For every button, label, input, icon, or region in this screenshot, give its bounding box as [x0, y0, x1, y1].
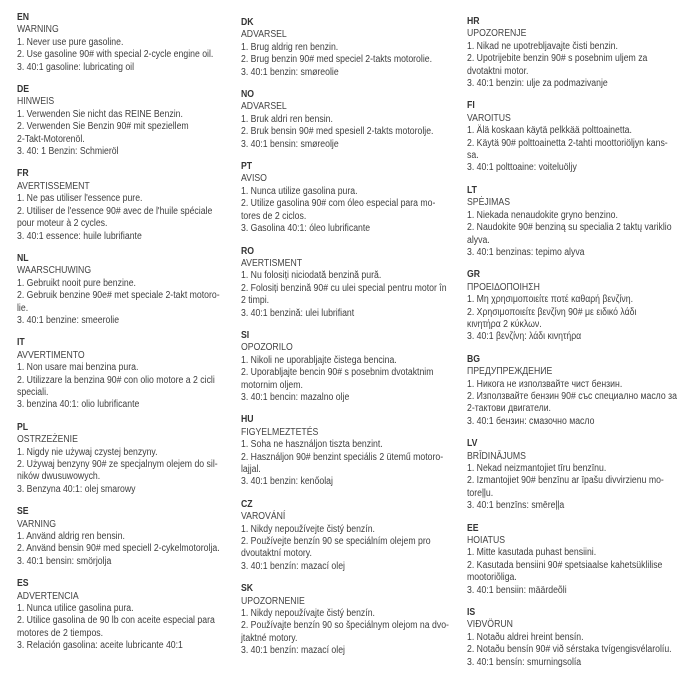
instruction-line: dvoutaktní motory.	[241, 548, 312, 560]
instruction-line: 2. Използвайте бензин 90# със специално масло за	[467, 390, 677, 402]
instruction-line: 3. Gasolina 40:1: óleo lubrificante	[241, 223, 371, 235]
language-block-ro	[241, 246, 467, 320]
instruction-line: 2. Använd bensin 90# med speciell 2-cykelmotorolja.	[17, 543, 220, 555]
instruction-line: lie.	[17, 302, 29, 314]
instruction-line: 3. 40:1 benzin: smøreolie	[241, 66, 339, 78]
language-block-pt	[241, 161, 467, 235]
language-block-de	[17, 84, 241, 158]
language-block-fi	[467, 100, 700, 174]
instruction-line: 3. 40: 1 Benzin: Schmieröl	[17, 146, 119, 158]
instruction-line: 2. Kasutada bensiini 90# spetsiaalse kahetsüklilise	[467, 559, 663, 571]
language-code: ES	[17, 578, 29, 590]
instruction-line: 2. Naudokite 90# benziną su specialia 2 taktų variklio	[467, 222, 672, 234]
instruction-line: 3. 40:1 bensín: smurningsolía	[467, 656, 582, 668]
language-block-nl	[17, 253, 241, 327]
language-code: HR	[467, 16, 480, 27]
warning-title: VIÐVÖRUN	[467, 619, 513, 631]
warning-title: OSTRZEŻENIE	[17, 434, 78, 446]
column-1	[17, 0, 241, 700]
instruction-line: 2. Használjon 90# benzint speciális 2 ütemű motoro-	[241, 451, 444, 463]
language-code: FI	[467, 100, 475, 112]
warning-title: BRĪDINĀJUMS	[467, 450, 526, 462]
warning-title: VARNING	[17, 518, 57, 530]
instruction-line: 1. Nikoli ne uporabljajte čistega bencina.	[241, 354, 397, 366]
instruction-line: 1. Nikad ne upotrebljavajte čisti benzin.	[467, 40, 618, 52]
instruction-line: 2. Používejte benzín 90 se speciálním olejem pro	[241, 536, 431, 548]
instruction-line: 2-Takt-Motorenöl.	[17, 133, 85, 145]
instruction-line: 1. Nu folosiți niciodată benzină pură.	[241, 270, 382, 282]
instruction-line: 2. Používajte benzín 90 so špeciálnym olejom na dvo-	[241, 620, 449, 632]
instruction-line: 1. Niekada nenaudokite gryno benzino.	[467, 209, 618, 221]
instruction-line: 3. Relación gasolina: aceite lubricante 40:1	[17, 640, 183, 652]
language-block-gr	[467, 269, 700, 343]
instruction-line: 2. Notaðu bensín 90# við sérstaka tvígengisvélarolíu.	[467, 644, 672, 656]
instruction-line: jtaktné motory.	[241, 632, 298, 644]
instruction-line: 3. 40:1 bencin: mazalno olje	[241, 391, 350, 403]
language-block-no	[241, 89, 467, 151]
instruction-line: 2. Uporabljajte bencin 90# s posebnim dvotaktnim	[241, 367, 434, 379]
instruction-line: 2. Verwenden Sie Benzin 90# mit speziellem	[17, 121, 189, 133]
instruction-line: motornim oljem.	[241, 379, 303, 391]
instruction-line: lajjal.	[241, 464, 261, 475]
instruction-line: ników dwusuwowych.	[17, 471, 101, 483]
warning-title: UPOZORNENIE	[241, 595, 305, 607]
instruction-line: 2. Utilizzare la benzina 90# con olio motore a 2 cicli	[17, 374, 215, 386]
language-code: EE	[467, 522, 479, 534]
language-block-is	[467, 607, 700, 669]
warning-title: OPOZORILO	[241, 342, 293, 354]
warning-title: WARNING	[17, 24, 59, 36]
instruction-line: 1. Notaðu aldrei hreint bensín.	[467, 631, 584, 643]
language-code: LV	[467, 438, 478, 450]
instruction-line: speciali.	[17, 386, 49, 398]
instruction-line: 1. Nikdy nepoužívejte čistý benzín.	[241, 523, 375, 535]
instruction-line: 2 timpi.	[241, 295, 270, 307]
instruction-line: 1. Brug aldrig ren benzin.	[241, 41, 339, 53]
warning-title: ADVARSEL	[241, 29, 287, 41]
instruction-line: 3. 40:1 bensin: smörjolja	[17, 555, 112, 567]
warning-title: UPOZORENJE	[467, 28, 527, 40]
warning-title: AVISO	[241, 173, 267, 185]
instruction-line: 3. 40:1 gasoline: lubricating oil	[17, 61, 135, 73]
instruction-line: 2. Bruk bensin 90# med spesiell 2-takts motorolje.	[241, 126, 434, 138]
warning-title: AVERTISSEMENT	[17, 180, 90, 192]
language-code: SI	[241, 329, 250, 341]
instruction-line: pour moteur à 2 cycles.	[17, 218, 108, 230]
instruction-line: 1. Nunca utilize gasolina pura.	[241, 185, 358, 197]
instruction-line: 3. benzina 40:1: olio lubrificante	[17, 399, 140, 411]
instruction-line: 3. 40:1 polttoaine: voiteluöljy	[467, 162, 577, 174]
instruction-line: 1. Non usare mai benzina pura.	[17, 362, 139, 374]
instruction-line: 2. Utiliser de l'essence 90# avec de l'huile spéciale	[17, 205, 213, 217]
language-code: NL	[17, 252, 29, 264]
instruction-line: 2. Izmantojiet 90# benzīnu ar īpašu divvirzienu mo-	[467, 475, 664, 487]
instruction-line: 2. Używaj benzyny 90# ze specjalnym olejem do sil-	[17, 459, 218, 470]
instruction-line: 3. 40:1 бензин: смазочно масло	[467, 415, 595, 427]
language-code: FR	[17, 168, 29, 180]
warning-title: VAROITUS	[467, 112, 511, 124]
instruction-line: 3. 40:1 benzin: ulje za podmazivanje	[467, 78, 608, 90]
instruction-line: 2. Utilize gasolina 90# com óleo especial para mo-	[241, 198, 436, 210]
instruction-line: 1. Verwenden Sie nicht das REINE Benzin.	[17, 108, 183, 120]
instruction-line: toreļļu.	[467, 487, 494, 499]
warning-title: AVERTISMENT	[241, 257, 303, 269]
language-code: HU	[241, 414, 254, 426]
instruction-line: 1. Använd aldrig ren bensin.	[17, 531, 125, 543]
instruction-line: 2. Folosiți benzină 90# cu ulei special pentru motor în	[241, 282, 447, 294]
instruction-line: 2. Use gasoline 90# with special 2-cycle engine oil.	[17, 49, 214, 61]
instruction-line: 1. Nigdy nie używaj czystej benzyny.	[17, 446, 158, 458]
warning-title: HOIATUS	[467, 535, 506, 547]
warning-title: SPĖJIMAS	[467, 197, 511, 209]
warning-title: ADVERTENCIA	[17, 590, 79, 602]
instruction-line: 3. 40:1 βενζίνη: λάδι κινητήρα	[467, 331, 582, 343]
instruction-line: 1. Never use pure gasoline.	[17, 36, 124, 48]
language-block-es	[17, 578, 241, 652]
language-block-si	[241, 330, 467, 404]
instruction-line: 3. 40:1 essence: huile lubrifiante	[17, 230, 142, 242]
warning-title: HINWEIS	[17, 96, 55, 108]
instruction-line: dvotaktni motor.	[467, 65, 529, 77]
instruction-line: 1. Nekad neizmantojiet tīru benzīnu.	[467, 463, 607, 474]
instruction-line: 3. 40:1 benzine: smeerolie	[17, 314, 120, 326]
language-code: EN	[17, 12, 30, 23]
instruction-line: 3. 40:1 benzină: ulei lubrifiant	[241, 307, 355, 319]
language-code: CZ	[241, 498, 253, 510]
language-code: GR	[467, 269, 481, 281]
instruction-line: 1. Nikdy nepoužívajte čistý benzín.	[241, 608, 375, 620]
language-code: BG	[467, 353, 481, 365]
instruction-line: 2. Gebruik benzine 90e# met speciale 2-takt motoro-	[17, 290, 220, 302]
warning-title: ПРЕДУПРЕЖДЕНИЕ	[467, 366, 553, 378]
warning-title: ΠΡΟΕΙΔΟΠΟΙΗΣΗ	[467, 281, 540, 293]
instruction-line: 2. Käytä 90# polttoainetta 2-tahti moottoriöljyn kans-	[467, 137, 668, 149]
instruction-line: 3. 40:1 bensiin: määrdeõli	[467, 584, 567, 596]
instruction-line: 2. Brug benzin 90# med speciel 2-takts motorolie.	[241, 54, 433, 66]
instruction-line: 1. Ne pas utiliser l'essence pure.	[17, 193, 143, 205]
instruction-line: 3. Benzyna 40:1: olej smarowy	[17, 483, 136, 495]
instruction-line: 1. Nunca utilice gasolina pura.	[17, 603, 134, 615]
instruction-line: 1. Bruk aldri ren bensin.	[241, 113, 333, 125]
language-code: LT	[467, 184, 477, 196]
instruction-line: 1. Μη χρησιμοποιείτε ποτέ καθαρή βενζίνη.	[467, 294, 634, 306]
instruction-line: 3. 40:1 benzín: mazací olej	[241, 560, 345, 572]
instruction-line: 1. Mitte kasutada puhast bensiini.	[467, 547, 597, 559]
language-code: SE	[17, 506, 29, 518]
language-code: PT	[241, 161, 253, 173]
language-code: NO	[241, 89, 255, 101]
language-block-fr	[17, 168, 241, 242]
instruction-line: 3. 40:1 bensin: smøreolje	[241, 138, 339, 150]
instruction-line: 2. Utilice gasolina de 90 lb con aceite especial para	[17, 615, 215, 627]
instruction-line: tores de 2 ciclos.	[241, 210, 307, 222]
language-block-hu	[241, 414, 467, 488]
language-block-lt	[467, 185, 700, 259]
warning-title: FIGYELMEZTETÉS	[241, 426, 319, 438]
language-code: DE	[17, 84, 30, 96]
warning-title: ADVARSEL	[241, 101, 287, 113]
instruction-line: 3. 40:1 benzín: mazací olej	[241, 645, 345, 657]
language-block-en	[17, 12, 241, 74]
warning-title: AVVERTIMENTO	[17, 349, 85, 361]
language-block-ee	[467, 523, 700, 597]
warning-title: WAARSCHUWING	[17, 265, 92, 277]
instruction-line: 3. 40:1 benzin: kenőolaj	[241, 476, 333, 488]
language-block-lv	[467, 438, 700, 512]
language-block-se	[17, 506, 241, 568]
warning-title: VAROVÁNÍ	[241, 511, 286, 523]
language-code: DK	[241, 17, 254, 28]
instruction-line: 3. 40:1 benzīns: smēreļļa	[467, 500, 565, 512]
instruction-line: 3. 40:1 benzinas: tepimo alyva	[467, 246, 585, 258]
language-block-cz	[241, 499, 467, 573]
instruction-line: 2. Χρησιμοποιείτε βενζίνη 90# με ειδικό λάδι	[467, 306, 637, 318]
language-block-it	[17, 337, 241, 411]
language-block-hr	[467, 16, 700, 90]
column-3	[467, 0, 700, 700]
language-block-dk	[241, 17, 467, 79]
instruction-line: 1. Soha ne használjon tiszta benzint.	[241, 439, 383, 451]
language-block-pl	[17, 422, 241, 496]
instruction-line: 1. Никога не използвайте чист бензин.	[467, 378, 623, 390]
language-code: RO	[241, 245, 255, 257]
instruction-line: 1. Gebruikt nooit pure benzine.	[17, 277, 136, 289]
instruction-line: 1. Älä koskaan käytä pelkkää polttoainetta.	[467, 125, 632, 137]
instruction-line: sa.	[467, 150, 479, 162]
language-block-sk	[241, 583, 467, 657]
instruction-line: 2-тактови двигатели.	[467, 403, 551, 415]
language-block-bg	[467, 354, 700, 428]
instruction-line: mootoriõliga.	[467, 572, 517, 584]
instruction-line: κινητήρα 2 κύκλων.	[467, 318, 542, 330]
language-code: PL	[17, 421, 29, 433]
language-code: IT	[17, 337, 25, 349]
instruction-line: 2. Upotrijebite benzin 90# s posebnim uljem za	[467, 53, 648, 65]
language-code: IS	[467, 607, 476, 619]
column-2	[241, 0, 467, 700]
language-code: SK	[241, 583, 254, 595]
instruction-line: alyva.	[467, 234, 490, 246]
instruction-line: motores de 2 tiempos.	[17, 627, 104, 639]
